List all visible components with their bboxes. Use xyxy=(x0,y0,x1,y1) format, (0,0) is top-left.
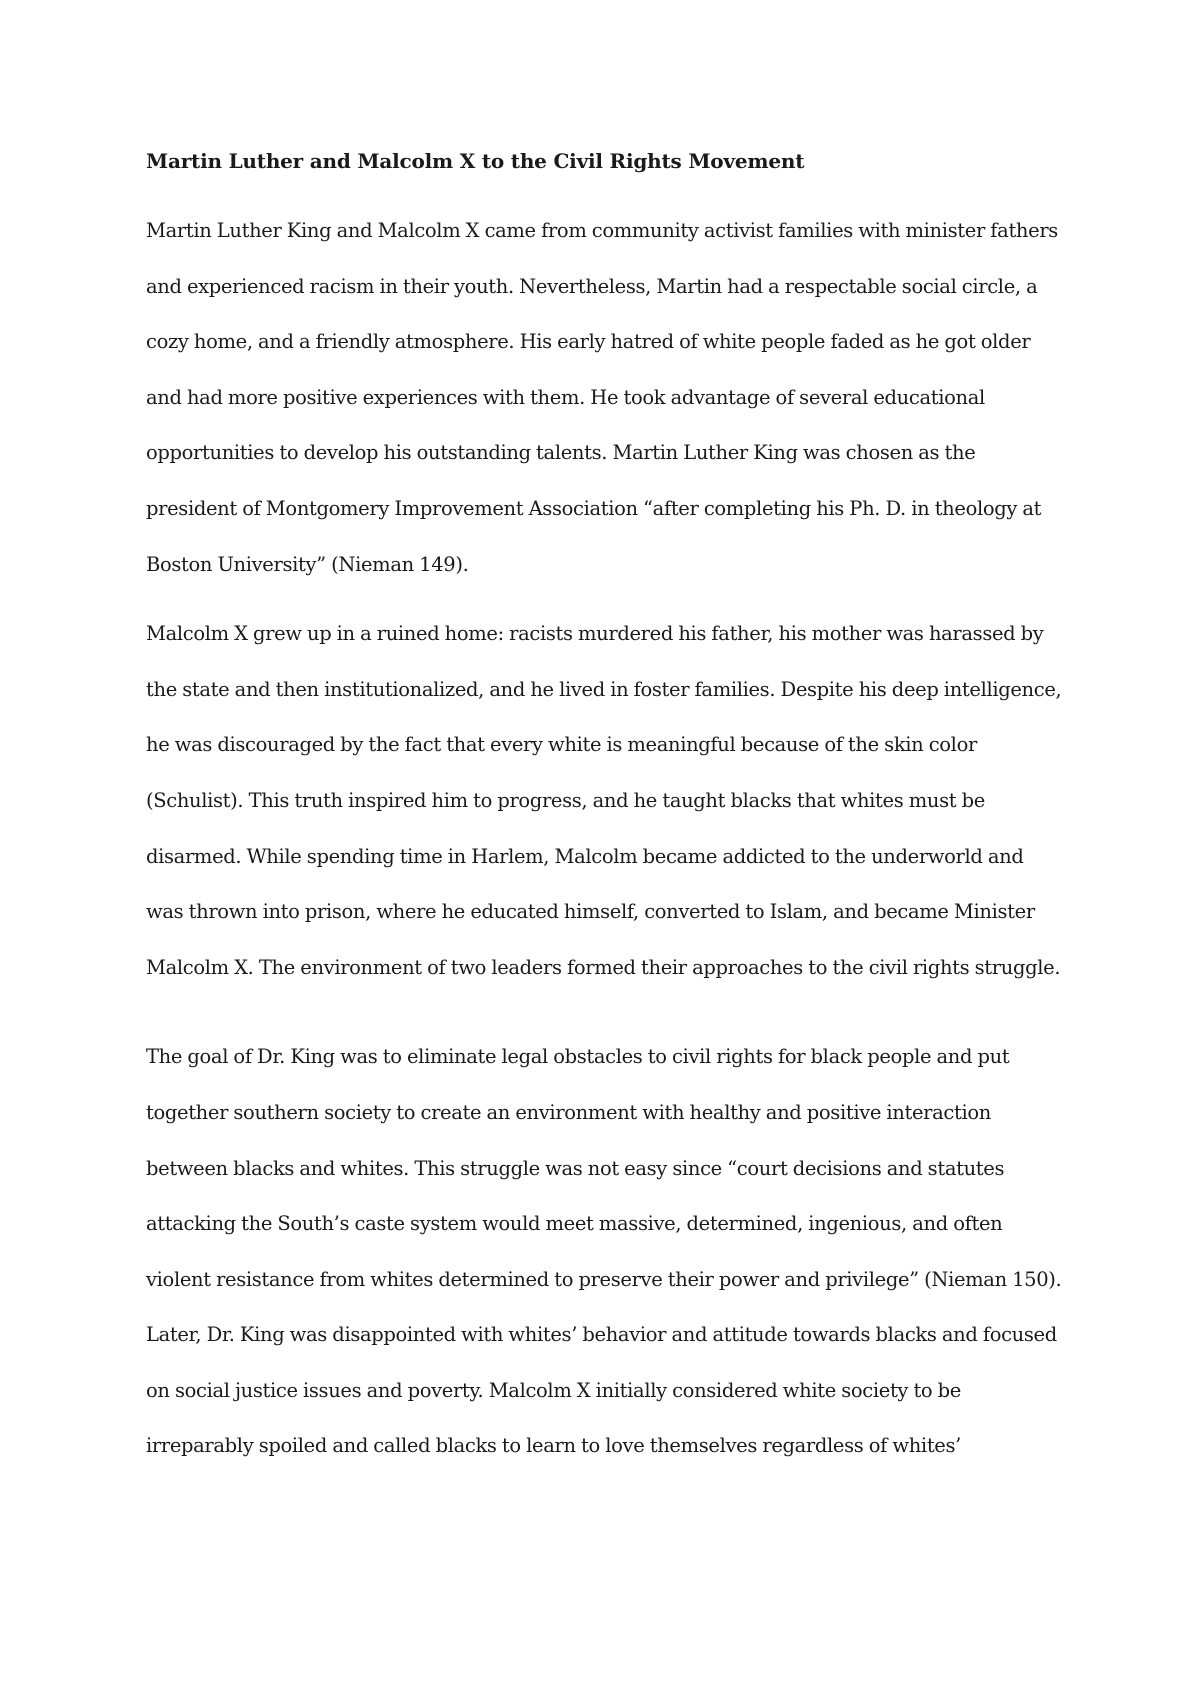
paragraph-malcolm-background: Malcolm X grew up in a ruined home: racists murdered his father, his mother was harassed by the state and then institutionalized, and he lived in foster families. Despite his deep intelligence, he was discouraged by the fact that every white is meaningful because of the skin color (Schulist). This truth inspired him to progress, and he taught blacks that whites must be disarmed. While spending time in Harlem, Malcolm became addicted to the underworld and was thrown into prison, where he educated himself, converted to Islam, and became Minister Malcolm X. The environment of two leaders formed their approaches to the civil rights struggle. xyxy=(146,622,1062,979)
paragraph-goals-comparison: The goal of Dr. King was to eliminate legal obstacles to civil rights for black people and put together southern society to create an environment with healthy and positive interaction between blacks and whites. This struggle was not easy since “court decisions and statutes attacking the South’s caste system would meet massive, determined, ingenious, and often violent resistance from whites determined to preserve their power and privilege” (Nieman 150). Later, Dr. King was disappointed with whites’ behavior and attitude towards blacks and focused on social justice issues and poverty. Malcolm X initially considered white society to be irreparably spoiled and called blacks to learn to love themselves regardless of whites’ xyxy=(146,1045,1062,1458)
document-title: Martin Luther and Malcolm X to the Civil Rights Movement xyxy=(146,149,805,173)
document-body xyxy=(146,143,1066,1474)
paragraph-king-background: Martin Luther King and Malcolm X came from community activist families with minister fathers and experienced racism in their youth. Nevertheless, Martin had a respectable social circle, a cozy home, and a friendly atmosphere. His early hatred of white people faded as he got older and had more positive experiences with them. He took advantage of several educational opportunities to develop his outstanding talents. Martin Luther King was chosen as the president of Montgomery Improvement Association “after completing his Ph. D. in theology at Boston University” (Nieman 149). xyxy=(146,219,1058,576)
